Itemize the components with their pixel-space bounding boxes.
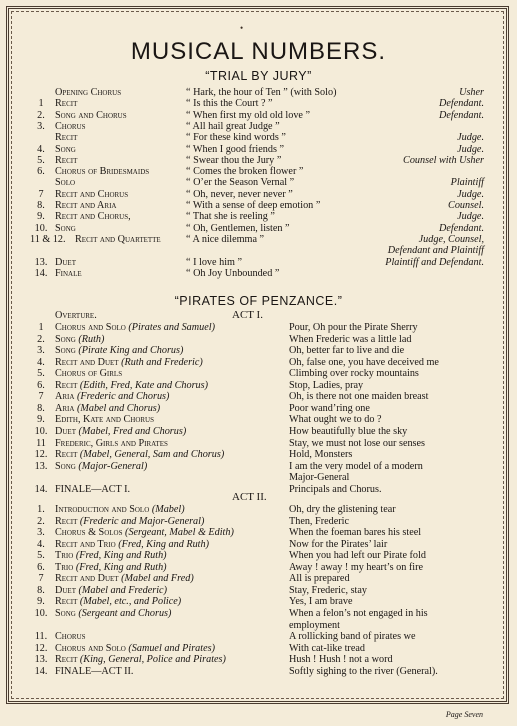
pirates-number: 11. bbox=[34, 631, 48, 643]
trial-label: Solo bbox=[55, 177, 76, 189]
trial-number: 14. bbox=[34, 267, 48, 279]
pirates-song: Stay, we must not lose our senses bbox=[289, 437, 426, 449]
pirates-label bbox=[55, 461, 147, 472]
pirates-label-paren: (Edith, Fred, Kate and Chorus) bbox=[79, 379, 208, 391]
pirates-label-text: Duet bbox=[55, 425, 76, 437]
pirates-number: 8. bbox=[37, 402, 45, 414]
pirates-label-text: Introduction and Solo bbox=[55, 504, 150, 515]
pirates-label-paren: (Mabel, General, Sam and Chorus) bbox=[79, 449, 225, 461]
trial-role: Counsel with Usher bbox=[403, 154, 484, 166]
pirates-label bbox=[55, 643, 215, 654]
pirates-number: 13. bbox=[34, 654, 48, 666]
pirates-number: 10. bbox=[34, 607, 48, 619]
pirates-label-paren: (Mabel, etc., and Police) bbox=[79, 596, 182, 608]
pirates-label-text: FINALE—ACT II. bbox=[55, 665, 134, 677]
trial-song: “ Oh, never, never never ” bbox=[186, 188, 293, 200]
pirates-song: When the foeman bares his steel bbox=[289, 527, 422, 539]
pirates-song: Hush ! Hush ! not a word bbox=[289, 654, 393, 666]
trial-song: “ That she is reeling ” bbox=[186, 211, 275, 223]
trial-label: Opening Chorus bbox=[55, 87, 122, 98]
trial-number: 4. bbox=[37, 143, 45, 155]
pirates-label-text: Song bbox=[55, 607, 76, 619]
pirates-song: A rollicking band of pirates we bbox=[289, 631, 416, 643]
pirates-label-text: FINALE—ACT I. bbox=[55, 483, 131, 495]
trial-number: 9. bbox=[37, 211, 45, 223]
trial-role: Judge. bbox=[457, 211, 484, 223]
trial-song: “ O’er the Season Vernal ” bbox=[186, 177, 295, 189]
pirates-number: 9. bbox=[37, 596, 45, 608]
trial-song: “ Oh, Gentlemen, listen ” bbox=[186, 222, 290, 234]
pirates-number: 6. bbox=[37, 379, 45, 391]
trial-label: Finale bbox=[55, 267, 82, 279]
pirates-label bbox=[55, 504, 185, 515]
trial-song: “ I love him ” bbox=[186, 256, 243, 268]
pirates-label bbox=[55, 596, 181, 607]
trial-song: “ Hark, the hour of Ten ” (with Solo) bbox=[186, 87, 337, 98]
pirates-label bbox=[55, 345, 183, 356]
pirates-label-paren: (Mabel and Frederic) bbox=[78, 584, 167, 596]
pirates-song: Yes, I am brave bbox=[289, 596, 353, 608]
pirates-label-paren: (Sergeant, Mabel & Edith) bbox=[125, 527, 234, 539]
pirates-song: Poor wand’ring one bbox=[289, 402, 370, 414]
pirates-label-text: Trio bbox=[55, 550, 74, 562]
trial-song: “ With a sense of deep emotion ” bbox=[186, 200, 321, 211]
pirates-label-paren: (Fred, King and Ruth) bbox=[75, 561, 167, 573]
pirates-song: Oh, false one, you have deceived me bbox=[289, 356, 439, 368]
pirates-label bbox=[55, 414, 154, 425]
act1-heading: ACT I. bbox=[232, 309, 263, 321]
pirates-label-paren: (Mabel and Chorus) bbox=[76, 402, 161, 414]
pirates-label bbox=[55, 449, 224, 460]
pirates-number: 3. bbox=[37, 345, 45, 357]
page-footer: Page Seven bbox=[445, 710, 483, 719]
trial-song: “ Oh Joy Unbounded ” bbox=[186, 267, 280, 279]
pirates-number: 6. bbox=[37, 561, 45, 573]
pirates-heading: “PIRATES OF PENZANCE.” bbox=[174, 294, 343, 308]
pirates-label-text: Chorus bbox=[55, 631, 86, 643]
pirates-number: 5. bbox=[37, 368, 45, 380]
trial-number: 11 & 12. bbox=[30, 233, 66, 245]
pirates-label bbox=[55, 654, 226, 665]
trial-label: Duet bbox=[55, 256, 76, 268]
trial-label: Recit and Chorus bbox=[55, 188, 129, 200]
page-title: MUSICAL NUMBERS. bbox=[130, 38, 387, 65]
pirates-label bbox=[55, 550, 167, 561]
trial-label: Song bbox=[55, 143, 76, 155]
pirates-label bbox=[55, 484, 130, 495]
trial-song: “ All hail great Judge ” bbox=[186, 120, 280, 132]
pirates-song: Oh, dry the glistening tear bbox=[289, 504, 396, 515]
pirates-label-text: Song bbox=[55, 333, 76, 345]
pirates-label-paren: (Samuel and Pirates) bbox=[128, 642, 215, 654]
pirates-label-text: Recit and Duet bbox=[55, 573, 119, 585]
pirates-label bbox=[55, 573, 194, 584]
trial-role: Defendant. bbox=[439, 222, 484, 234]
pirates-label bbox=[55, 380, 208, 391]
pirates-label-paren: (Ruth) bbox=[78, 333, 105, 345]
trial-song: “ When first my old old love ” bbox=[186, 109, 311, 121]
trial-role: Defendant. bbox=[439, 109, 484, 121]
trial-label: Recit bbox=[55, 98, 78, 110]
pirates-label-text: Duet bbox=[55, 584, 76, 596]
pirates-label-paren: (Mabel) bbox=[151, 504, 185, 515]
pirates-song: Oh, is there not one maiden breast bbox=[289, 391, 429, 403]
pirates-label bbox=[55, 527, 234, 538]
trial-number: 1 bbox=[38, 98, 44, 110]
pirates-number: 7 bbox=[38, 391, 44, 403]
trial-number: 2. bbox=[37, 109, 45, 121]
pirates-label bbox=[55, 322, 215, 333]
pirates-song: All is prepared bbox=[289, 573, 350, 585]
trial-song: “ Comes the broken flower ” bbox=[186, 166, 304, 178]
trial-label: Song bbox=[55, 222, 76, 234]
trial-role: Plaintiff bbox=[450, 177, 484, 189]
trial-number: 13. bbox=[34, 256, 48, 268]
pirates-label bbox=[55, 391, 169, 402]
pirates-number: 3. bbox=[37, 527, 45, 539]
pirates-label bbox=[55, 357, 203, 368]
trial-label: Song and Chorus bbox=[55, 109, 127, 121]
pirates-label bbox=[55, 585, 167, 596]
pirates-number: 1 bbox=[38, 322, 44, 333]
trial-song: “ Is this the Court ? ” bbox=[186, 98, 273, 110]
pirates-label bbox=[55, 426, 186, 437]
pirates-label-paren: (Pirates and Samuel) bbox=[128, 322, 215, 333]
trial-number: 5. bbox=[37, 154, 45, 166]
pirates-label-text: Recit bbox=[55, 654, 78, 666]
pirates-label-text: Chorus and Solo bbox=[55, 322, 126, 333]
pirates-label-paren: (Pirate King and Chorus) bbox=[78, 345, 184, 357]
pirates-song: Stop, Ladies, pray bbox=[289, 379, 364, 391]
trial-number: 8. bbox=[37, 200, 45, 211]
pirates-number: 12. bbox=[34, 642, 48, 654]
pirates-label bbox=[55, 608, 171, 619]
pirates-label-text: Recit and Trio bbox=[55, 538, 116, 550]
trial-number: 10. bbox=[34, 222, 48, 234]
pirates-label-paren: (Frederic and Major-General) bbox=[79, 515, 205, 527]
pirates-label-paren: (Ruth and Frederic) bbox=[121, 356, 203, 368]
pirates-label-paren: (Fred, King and Ruth) bbox=[75, 550, 167, 562]
trial-label: Recit bbox=[55, 132, 78, 144]
pirates-number: 8. bbox=[37, 584, 45, 596]
pirates-label bbox=[55, 666, 133, 677]
pirates-label-paren: (Frederic and Chorus) bbox=[76, 391, 170, 403]
pirates-label bbox=[55, 562, 167, 573]
pirates-song: Softly sighing to the river (General). bbox=[289, 665, 438, 677]
pirates-label-paren: (Mabel and Fred) bbox=[121, 573, 194, 585]
trial-number: 7 bbox=[38, 188, 44, 200]
pirates-number: 10. bbox=[34, 425, 48, 437]
pirates-label bbox=[55, 403, 160, 414]
pirates-label-paren: (Mabel, Fred and Chorus) bbox=[78, 425, 187, 437]
trial-song: “ A nice dilemma ” bbox=[186, 233, 265, 245]
ornament-mark: • bbox=[240, 23, 244, 33]
pirates-song: Then, Frederic bbox=[289, 515, 349, 527]
trial-role: Counsel. bbox=[448, 200, 484, 211]
pirates-number: 13. bbox=[34, 460, 48, 472]
trial-role: Defendant and Plaintiff bbox=[387, 245, 484, 257]
pirates-song: Pour, Oh pour the Pirate Sherry bbox=[289, 322, 418, 333]
pirates-song: With cat-like tread bbox=[289, 642, 365, 654]
pirates-label-paren: (Sergeant and Chorus) bbox=[78, 607, 172, 619]
trial-role: Judge. bbox=[457, 132, 484, 144]
trial-number: 6. bbox=[37, 166, 45, 178]
pirates-song: Stay, Frederic, stay bbox=[289, 584, 367, 596]
trial-song: “ Swear thou the Jury ” bbox=[186, 154, 282, 166]
pirates-number: 9. bbox=[37, 414, 45, 426]
pirates-song: Oh, better far to live and die bbox=[289, 345, 405, 357]
trial-label: Recit bbox=[55, 154, 78, 166]
trial-song: “ When I good friends ” bbox=[186, 143, 284, 155]
pirates-number: 12. bbox=[34, 449, 48, 461]
trial-label: Recit and Aria bbox=[55, 200, 117, 211]
pirates-label bbox=[55, 438, 168, 449]
pirates-label bbox=[55, 539, 209, 550]
pirates-label-text: Recit bbox=[55, 449, 78, 461]
pirates-song: Hold, Monsters bbox=[289, 449, 353, 461]
pirates-song: How beautifully blue the sky bbox=[289, 425, 408, 437]
pirates-number: 2. bbox=[37, 333, 45, 345]
overture-label: Overture. bbox=[55, 310, 97, 321]
pirates-number: 5. bbox=[37, 550, 45, 562]
pirates-song: When you had left our Pirate fold bbox=[289, 550, 426, 562]
pirates-label-paren: (King, General, Police and Pirates) bbox=[79, 654, 226, 666]
pirates-label-paren: (Major-General) bbox=[78, 460, 148, 472]
pirates-label-text: Aria bbox=[55, 402, 75, 414]
pirates-song: employment bbox=[289, 619, 340, 631]
pirates-label-text: Recit bbox=[55, 515, 78, 527]
pirates-number: 4. bbox=[37, 356, 45, 368]
trial-song: “ For these kind words ” bbox=[186, 132, 286, 144]
trial-label: Recit and Chorus, bbox=[55, 211, 131, 223]
pirates-number: 2. bbox=[37, 515, 45, 527]
trial-number: 3. bbox=[37, 120, 45, 132]
pirates-number: 14. bbox=[34, 665, 48, 677]
trial-role: Judge, Counsel, bbox=[418, 233, 484, 245]
pirates-number: 1. bbox=[37, 504, 45, 515]
pirates-song: What ought we to do ? bbox=[289, 414, 382, 426]
pirates-number: 11 bbox=[36, 437, 46, 449]
pirates-song: Major-General bbox=[289, 472, 350, 484]
pirates-number: 4. bbox=[37, 538, 45, 550]
pirates-label-text: Recit and Duet bbox=[55, 356, 119, 368]
trial-label: Chorus bbox=[55, 120, 86, 132]
trial-heading: “TRIAL BY JURY” bbox=[205, 69, 312, 83]
act2-heading: ACT II. bbox=[232, 491, 267, 503]
pirates-label-text: Chorus & Solos bbox=[55, 527, 123, 539]
pirates-number: 7 bbox=[38, 573, 44, 585]
trial-role: Usher bbox=[459, 87, 484, 98]
trial-label: Recit and Quartette bbox=[75, 233, 161, 245]
pirates-label-text: Frederic, Girls and Pirates bbox=[55, 437, 168, 449]
pirates-song: When a felon’s not engaged in his bbox=[289, 607, 428, 619]
pirates-label-text: Aria bbox=[55, 391, 75, 403]
trial-role: Plaintiff and Defendant. bbox=[385, 256, 484, 268]
pirates-label bbox=[55, 516, 204, 527]
trial-role: Defendant. bbox=[439, 98, 484, 110]
pirates-label-text: Edith, Kate and Chorus bbox=[55, 414, 155, 426]
pirates-label-text: Song bbox=[55, 345, 76, 357]
pirates-label-text: Song bbox=[55, 460, 76, 472]
pirates-song: I am the very model of a modern bbox=[289, 460, 423, 472]
pirates-label-text: Recit bbox=[55, 379, 78, 391]
pirates-song: Now for the Pirates’ lair bbox=[289, 538, 388, 550]
pirates-label-text: Recit bbox=[55, 596, 78, 608]
pirates-label-text: Chorus and Solo bbox=[55, 642, 126, 654]
pirates-label bbox=[55, 368, 122, 379]
pirates-label-text: Chorus of Girls bbox=[55, 368, 123, 380]
pirates-song: When Frederic was a little lad bbox=[289, 333, 412, 345]
pirates-song: Climbing over rocky mountains bbox=[289, 368, 419, 380]
pirates-label-text: Trio bbox=[55, 561, 74, 573]
trial-role: Judge. bbox=[457, 188, 484, 200]
pirates-label bbox=[55, 631, 86, 642]
pirates-song: Principals and Chorus. bbox=[289, 483, 382, 495]
pirates-song: Away ! away ! my heart’s on fire bbox=[289, 561, 423, 573]
pirates-label bbox=[55, 334, 104, 345]
pirates-number: 14. bbox=[34, 483, 48, 495]
trial-role: Judge. bbox=[457, 143, 484, 155]
pirates-label-paren: (Fred, King and Ruth) bbox=[118, 538, 209, 550]
trial-label: Chorus of Bridesmaids bbox=[55, 166, 150, 178]
